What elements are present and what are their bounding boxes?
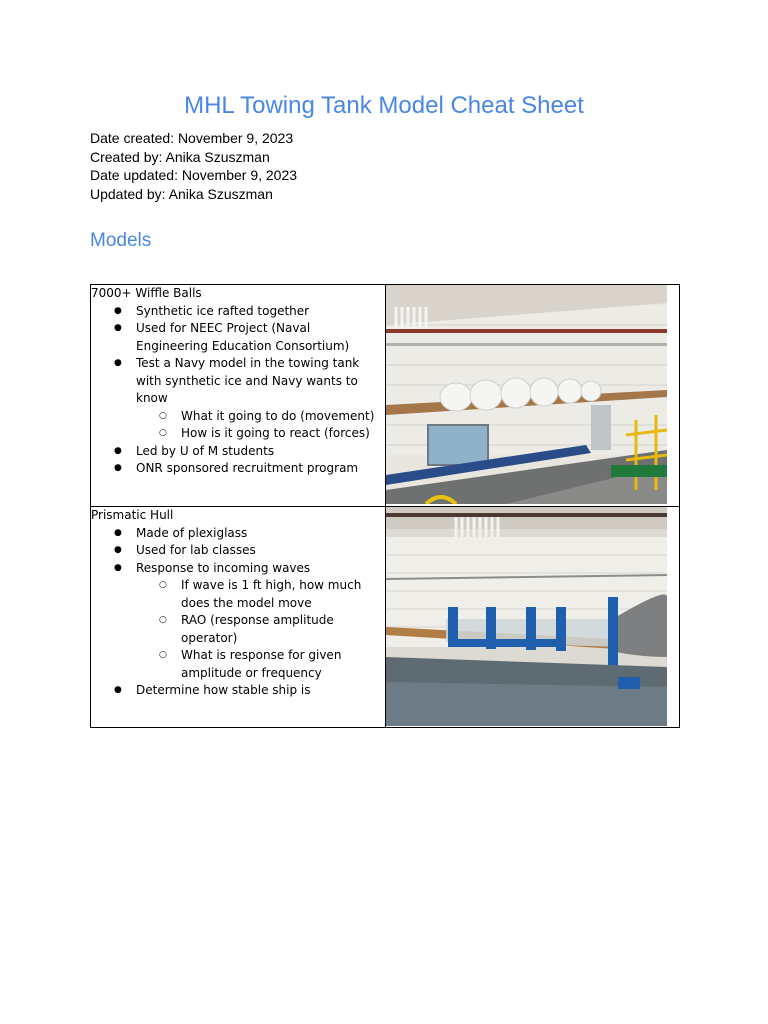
sub-list-item: ○ What is response for given amplitude or frequency xyxy=(181,647,385,682)
list-item: ● Led by U of M students xyxy=(136,443,385,461)
models-table xyxy=(90,284,680,728)
list-item: ● Determine how stable ship is xyxy=(136,682,385,700)
document-metadata xyxy=(90,129,297,203)
sub-list-item: ○ What it going to do (movement) xyxy=(181,408,385,426)
wiffle-balls-photo xyxy=(386,285,667,504)
list-item-text: Response to incoming waves xyxy=(136,560,311,575)
prismatic-hull-photo xyxy=(386,507,667,726)
table-row xyxy=(91,285,680,507)
updated-by: Updated by: Anika Szuszman xyxy=(90,185,273,202)
list-item: ● Used for NEEC Project (Naval Engineering Education Consortium) xyxy=(136,320,385,355)
created-by: Created by: Anika Szuszman xyxy=(90,148,270,165)
model-title: 7000+ Wiffle Balls xyxy=(91,286,202,300)
list-item xyxy=(136,560,385,683)
document-title: MHL Towing Tank Model Cheat Sheet xyxy=(184,92,584,119)
sub-bullet-list xyxy=(136,408,385,443)
list-item: ● ONR sponsored recruitment program xyxy=(136,460,385,478)
list-item: ● Synthetic ice rafted together xyxy=(136,303,385,321)
model-description-cell xyxy=(91,285,386,507)
model-title: Prismatic Hull xyxy=(91,508,174,522)
date-created: Date created: November 9, 2023 xyxy=(90,130,294,146)
list-item: ● Made of plexiglass xyxy=(136,525,385,543)
model-description-cell xyxy=(91,507,386,728)
sub-list-item: ○ RAO (response amplitude operator) xyxy=(181,612,385,647)
bullet-list xyxy=(91,525,385,700)
bullet-list xyxy=(91,303,385,478)
sub-list-item: ○ How is it going to react (forces) xyxy=(181,425,385,443)
table-row xyxy=(91,507,680,728)
list-item xyxy=(136,355,385,443)
list-item-text: Test a Navy model in the towing tank with synthetic ice and Navy wants to know xyxy=(136,356,360,405)
date-updated: Date updated: November 9, 2023 xyxy=(90,167,298,183)
sub-list-item: ○ If wave is 1 ft high, how much does the model move xyxy=(181,577,385,612)
sub-bullet-list xyxy=(136,577,385,682)
model-photo-cell xyxy=(386,285,680,507)
list-item: ● Used for lab classes xyxy=(136,542,385,560)
section-heading-models: Models xyxy=(90,230,152,251)
model-photo-cell xyxy=(386,507,680,728)
